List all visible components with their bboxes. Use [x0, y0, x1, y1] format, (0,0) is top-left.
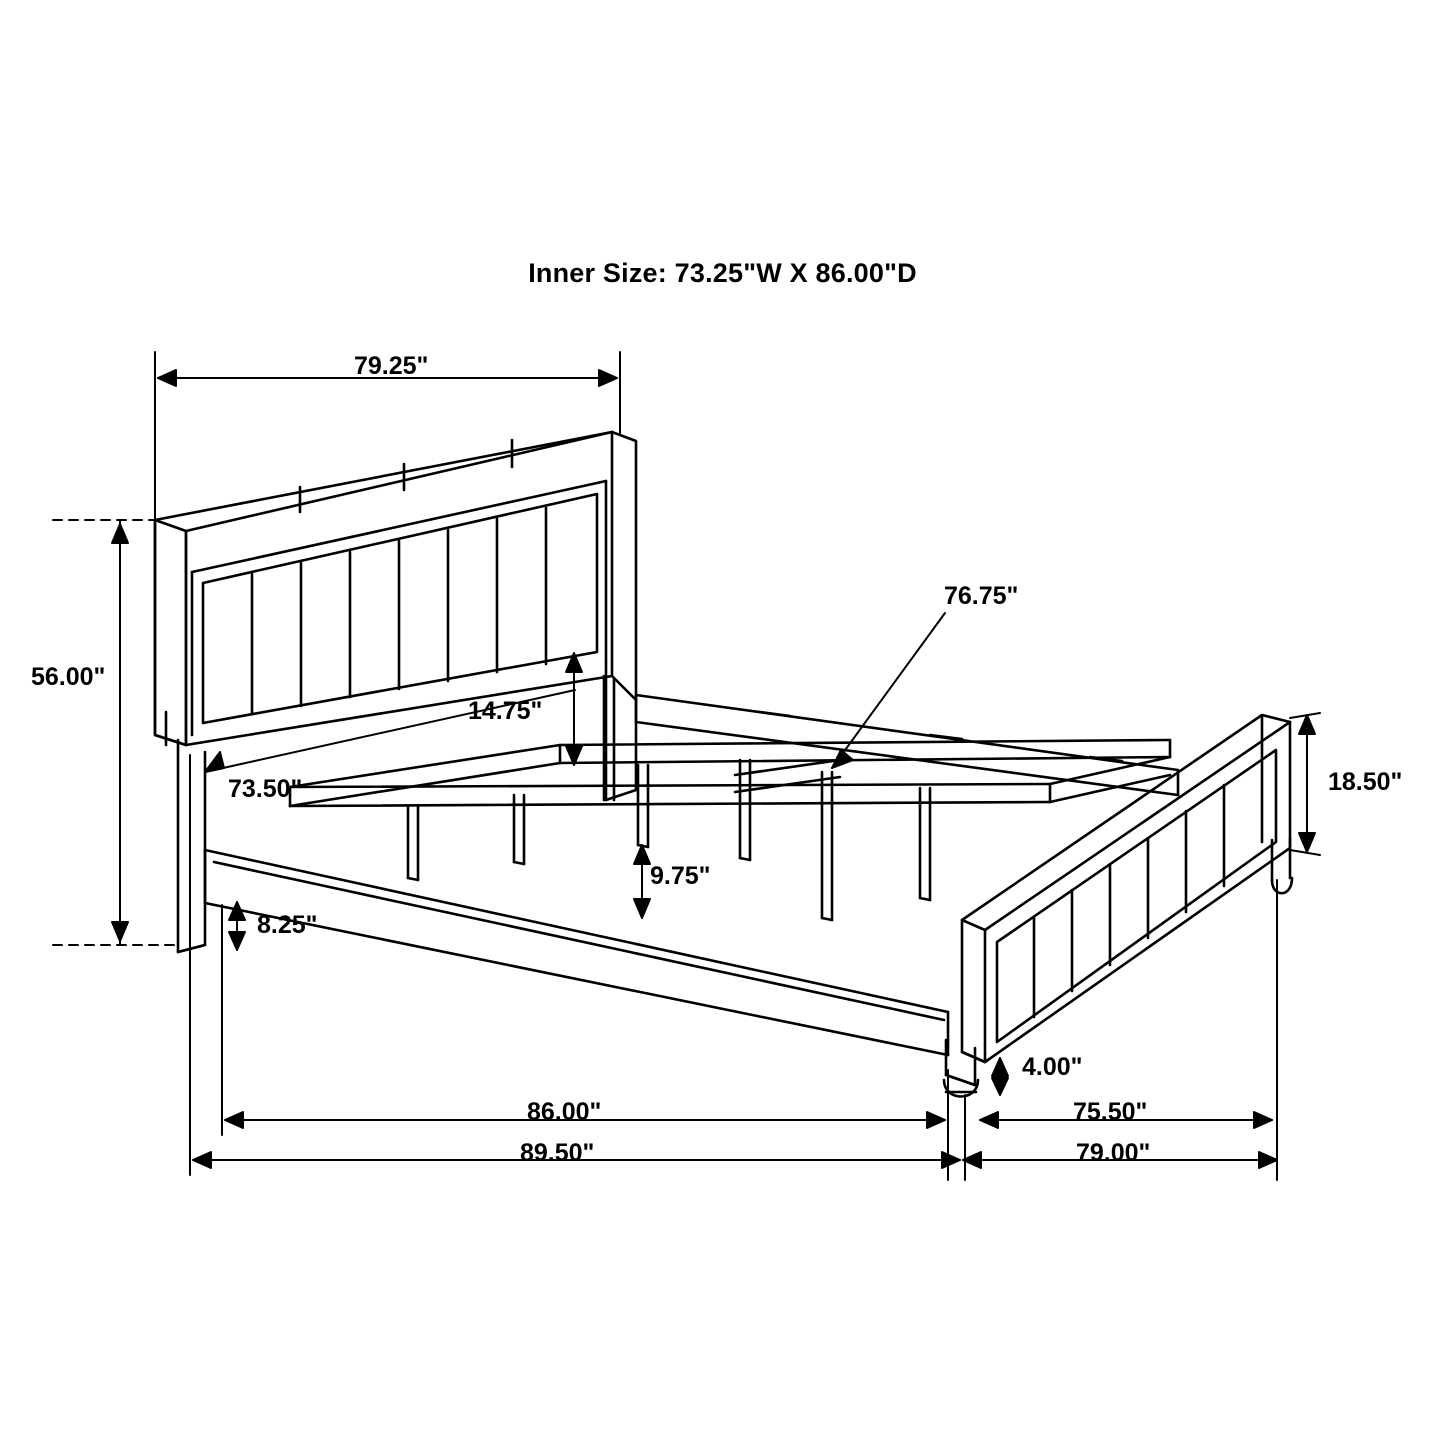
headboard-left-leg: [178, 740, 205, 952]
near-side-rail: [205, 850, 948, 1055]
dimension-label-footboard-height: 18.50": [1328, 768, 1403, 796]
dimension-label-footboard-inner-width: 75.50": [1073, 1098, 1148, 1126]
dimension-label-side-rail-inner: 76.75": [944, 582, 1019, 610]
dimension-label-foot-leg-height: 4.00": [1022, 1053, 1083, 1081]
dimension-label-headboard-inner-width: 73.50": [228, 775, 303, 803]
dimension-label-rail-floor-clearance: 8.25": [257, 911, 318, 939]
dimension-label-footboard-outer-width: 79.00": [1076, 1139, 1151, 1167]
dimension-label-bed-inner-depth: 86.00": [527, 1098, 602, 1126]
dimension-label-bed-outer-depth: 89.50": [520, 1139, 595, 1167]
dimension-label-headboard-panel-drop: 14.75": [468, 697, 543, 725]
dimension-label-width-overall-top: 79.25": [354, 352, 429, 380]
dimension-label-headboard-height: 56.00": [31, 663, 106, 691]
dimension-label-slat-clearance: 9.75": [650, 862, 711, 890]
diagram-title: Inner Size: 73.25"W X 86.00"D: [528, 258, 917, 288]
